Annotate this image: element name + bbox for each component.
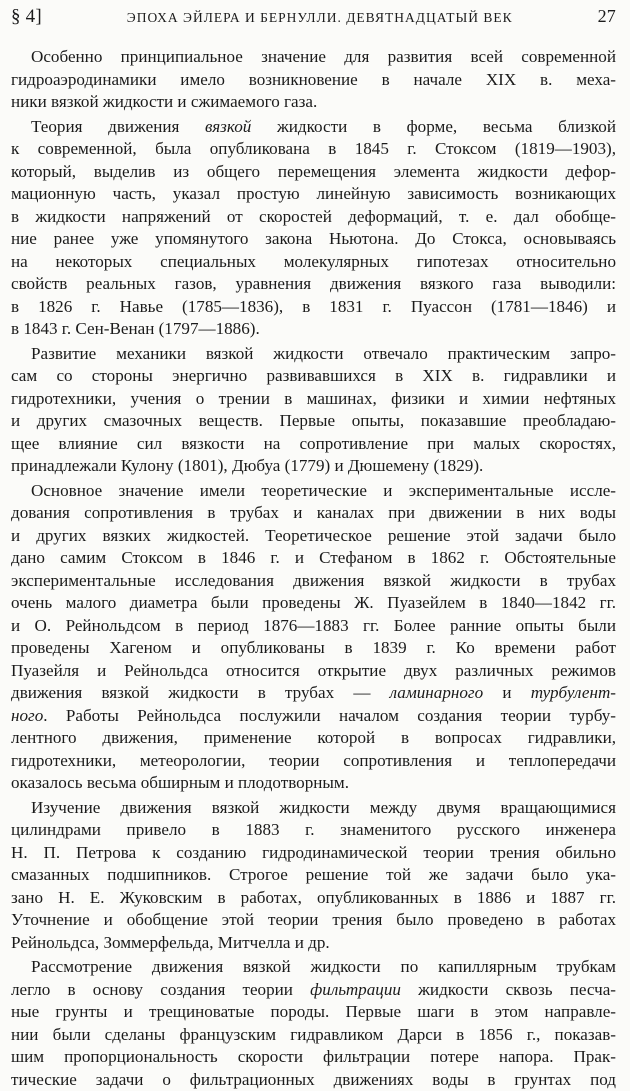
text-line: и других смазочных веществ. Первые опыты, показавшие преобладаю- [11, 410, 616, 433]
text-line: оказалось весьма обширным и плодотворным. [11, 772, 616, 795]
text-line: Пуазейля и Рейнольдса относится открытие двух различных режимов [11, 660, 616, 683]
text-line: ные грунты и трещиноватые породы. Первые шаги в этом направле- [11, 1001, 616, 1024]
text-line: в 1843 г. Сен-Венан (1797—1886). [11, 318, 616, 341]
text-line: мационную часть, указал простую линейную зависимость возникающих [11, 183, 616, 206]
paragraph [11, 116, 616, 341]
text-line: который, выделив из общего перемещения элемента жидкости дефор- [11, 161, 616, 184]
text-line: щее влияние сил вязкости на сопротивление при малых скоростях, [11, 433, 616, 456]
text-line: Н. П. Петрова к созданию гидродинамической теории трения обильно [11, 842, 616, 865]
text-line: нии были сделаны французским гидравликом Дарси в 1856 г., показав- [11, 1024, 616, 1047]
text-line: гидротехники, учения о трении в машинах, физики и химии нефтяных [11, 388, 616, 411]
text-line: легло в основу создания теории фильтрации жидкости сквозь песча- [11, 979, 616, 1002]
text-line: к современной, была опубликована в 1845 г. Стоксом (1819—1903), [11, 138, 616, 161]
text-line: свойств реальных газов, уравнения движения вязкого газа выводили: [11, 273, 616, 296]
text-line: зано Н. Е. Жуковским в работах, опубликованных в 1886 и 1887 гг. [11, 887, 616, 910]
text-line: движения вязкой жидкости в трубах — ламинарного и турбулент- [11, 682, 616, 705]
text-line: Рассмотрение движения вязкой жидкости по капиллярным трубкам [11, 956, 616, 979]
text-line: дано самим Стоксом в 1846 г. и Стефаном в 1862 г. Обстоятельные [11, 547, 616, 570]
text-line: Изучение движения вязкой жидкости между двумя вращающимися [11, 797, 616, 820]
text-line: шим пропорциональность скорости фильтрации потере напора. Прак- [11, 1046, 616, 1069]
text-line: и О. Рейнольдсом в период 1876—1883 гг. Более ранние опыты были [11, 615, 616, 638]
paragraph [11, 956, 616, 1091]
text-line: Уточнение и обобщение этой теории трения было проведено в работах [11, 909, 616, 932]
text-line: экспериментальные исследования движения вязкой жидкости в трубах [11, 570, 616, 593]
text-line: в 1826 г. Навье (1785—1836), в 1831 г. Пуассон (1781—1846) и [11, 296, 616, 319]
text-line: цилиндрами привело в 1883 г. знаменитого русского инженера [11, 819, 616, 842]
text-line: Особенно принципиальное значение для развития всей современной [11, 46, 616, 69]
paragraph [11, 797, 616, 955]
text-line: в жидкости напряжений от скоростей деформаций, т. е. дал обобще- [11, 206, 616, 229]
text-line: и других вязких жидкостей. Теоретическое решение этой задачи было [11, 525, 616, 548]
paragraph [11, 343, 616, 478]
text-line: сам со стороны энергично развивавшихся в XIX в. гидравлики и [11, 365, 616, 388]
text-line: на некоторых специальных молекулярных гипотезах относительно [11, 251, 616, 274]
text-line: лентного движения, применение которой в вопросах гидравлики, [11, 727, 616, 750]
running-title: ЭПОХА ЭЙЛЕРА И БЕРНУЛЛИ. ДЕВЯТНАДЦАТЫЙ ВЕК [42, 10, 598, 26]
running-header [11, 6, 616, 32]
text-line: Развитие механики вязкой жидкости отвечало практическим запро- [11, 343, 616, 366]
text-line: ного. Работы Рейнольдса послужили началом создания теории турбу- [11, 705, 616, 728]
text-line: гидротехники, метеорологии, теории сопротивления и теплопередачи [11, 750, 616, 773]
paragraph [11, 46, 616, 114]
text-line: принадлежали Кулону (1801), Дюбуа (1779) и Дюшемену (1829). [11, 455, 616, 478]
text-line: смазанных подшипников. Строгое решение той же задачи было ука- [11, 864, 616, 887]
page-body [11, 46, 616, 1091]
text-line: очень малого диаметра были проведены Ж. Пуазейлем в 1840—1842 гг. [11, 592, 616, 615]
text-line: проведены Хагеном и опубликованы в 1839 г. Ко времени работ [11, 637, 616, 660]
text-line: дования сопротивления в трубах и каналах при движении в них воды [11, 502, 616, 525]
text-line: Рейнольдса, Зоммерфельда, Митчелла и др. [11, 932, 616, 955]
paragraph [11, 480, 616, 795]
text-line: Основное значение имели теоретические и экспериментальные иссле- [11, 480, 616, 503]
text-line: ние ранее уже упомянутого закона Ньютона. До Стокса, основываясь [11, 228, 616, 251]
page-number: 27 [598, 6, 616, 27]
text-line: гидроаэродинамики имело возникновение в начале XIX в. меха- [11, 69, 616, 92]
section-marker: § 4] [11, 6, 42, 28]
text-line: Теория движения вязкой жидкости в форме, весьма близкой [11, 116, 616, 139]
text-line: тические задачи о фильтрационных движениях воды в грунтах под [11, 1069, 616, 1091]
text-line: ники вязкой жидкости и сжимаемого газа. [11, 91, 616, 114]
